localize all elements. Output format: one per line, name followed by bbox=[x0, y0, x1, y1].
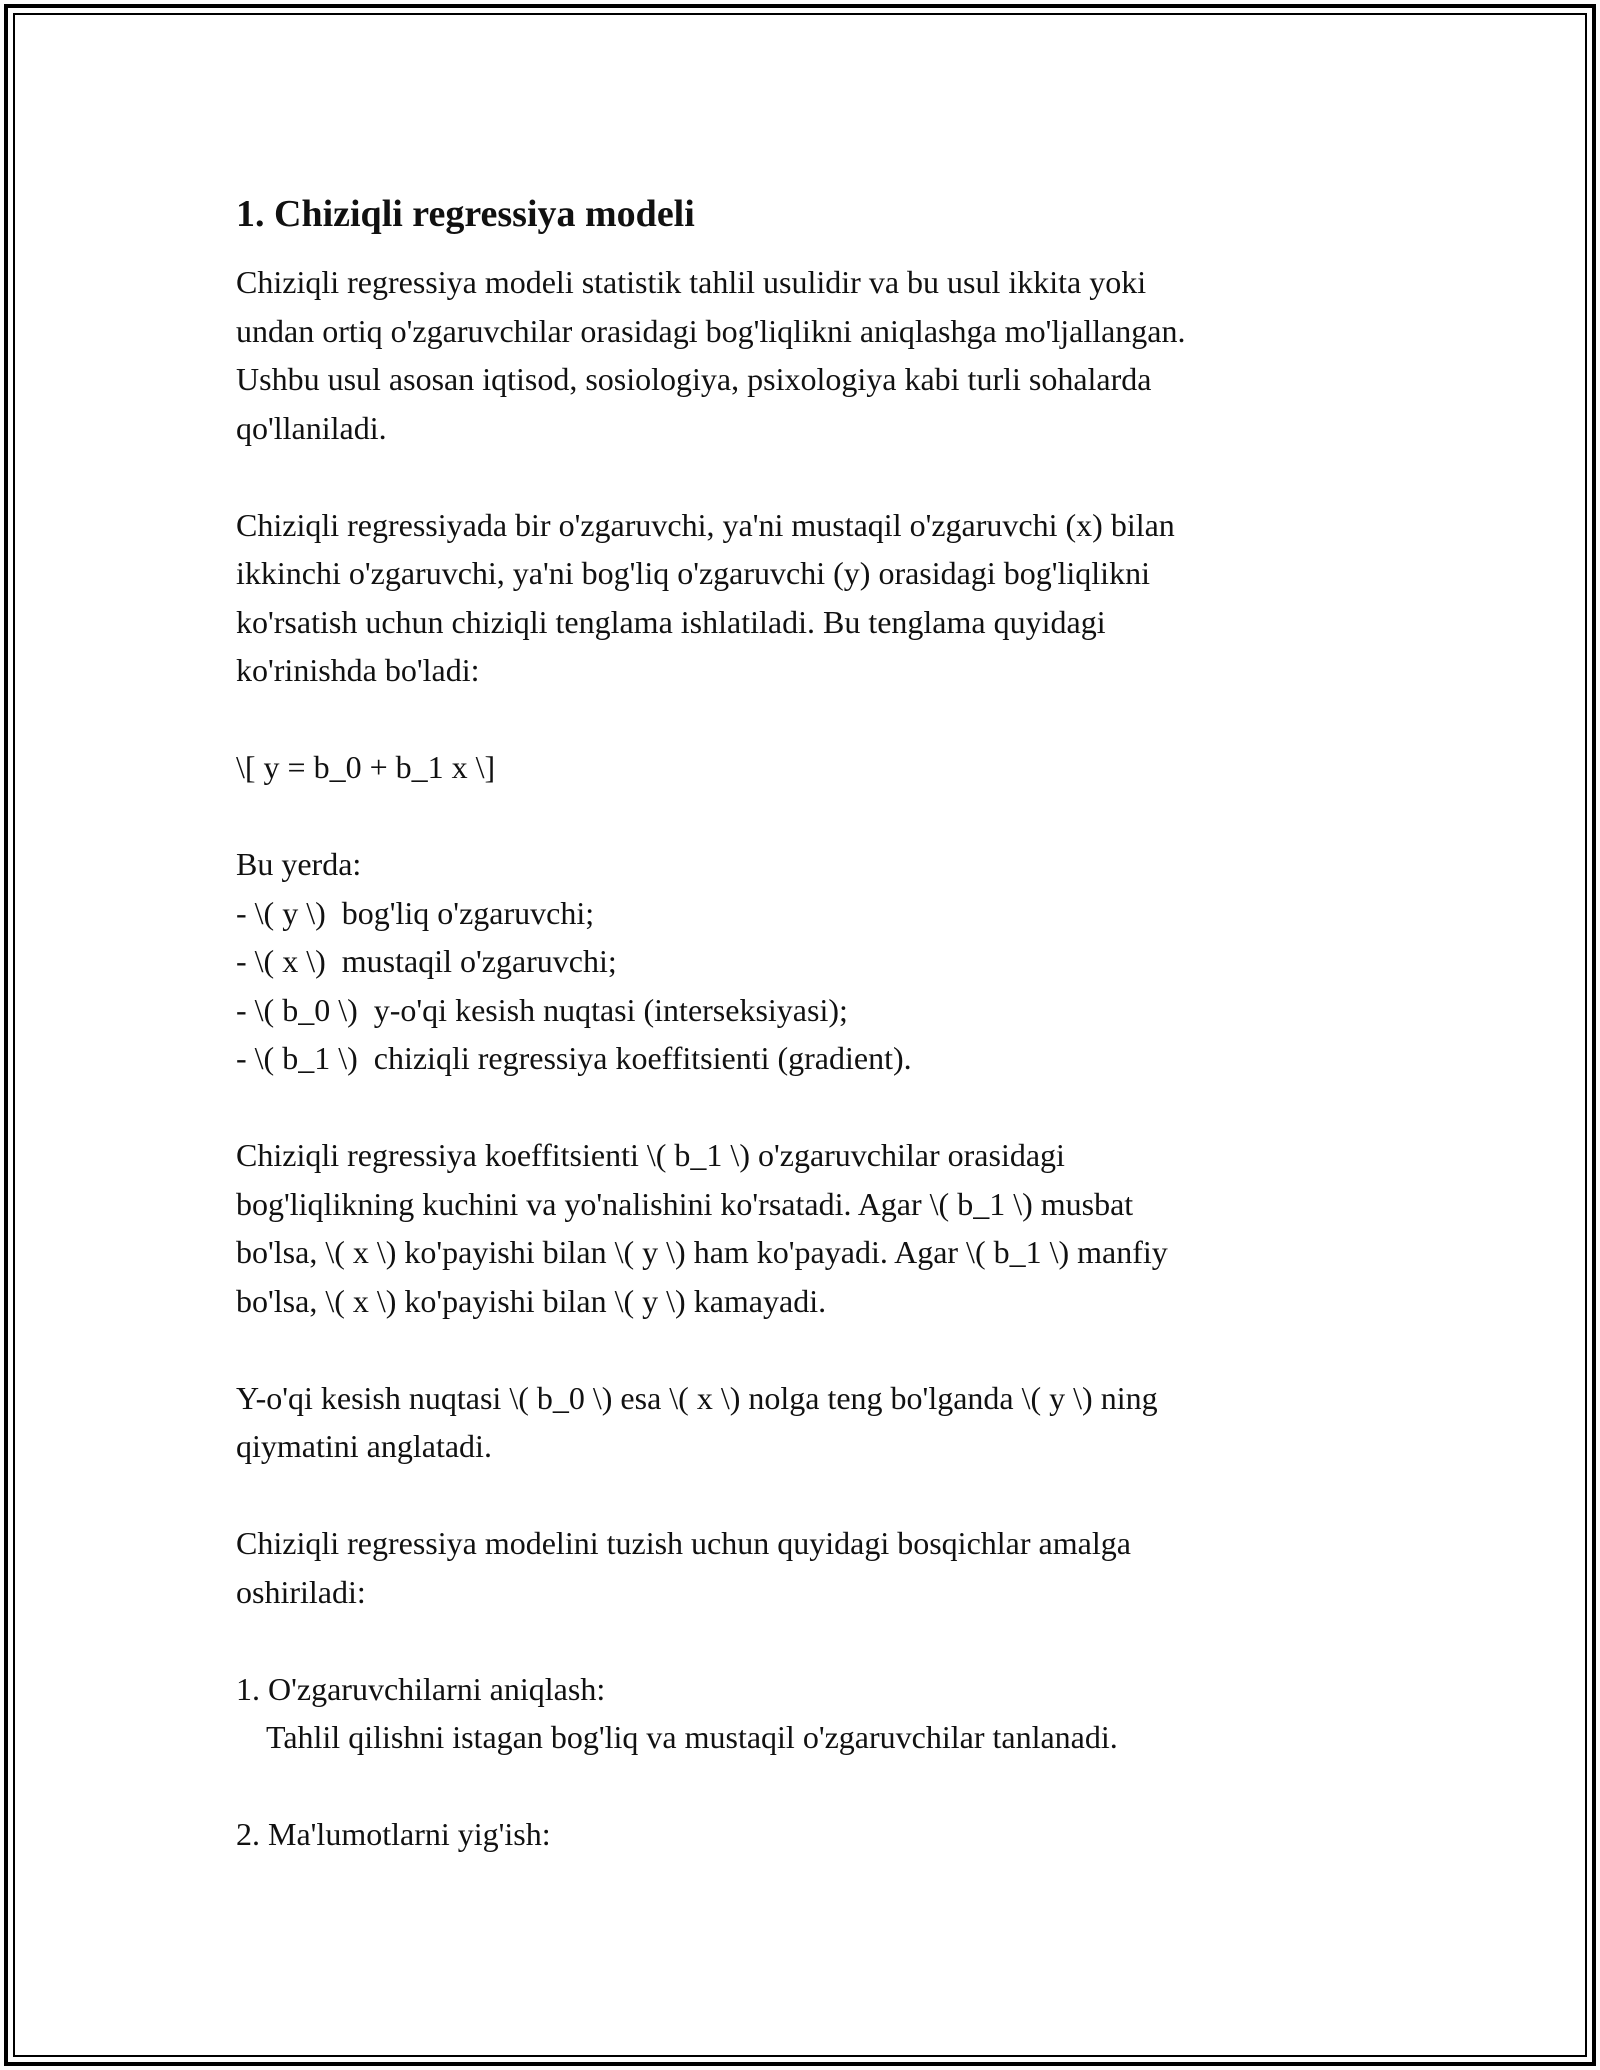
variable-definitions bbox=[236, 840, 1386, 1083]
step-2 bbox=[236, 1810, 1386, 1859]
paragraph-intro bbox=[236, 258, 1386, 452]
text-line: Chiziqli regressiya modelini tuzish uchun quyidagi bosqichlar amalga bbox=[236, 1525, 1131, 1561]
text-line: oshiriladi: bbox=[236, 1573, 366, 1610]
text-line: qo'llaniladi. bbox=[236, 409, 387, 446]
text-line: Ushbu usul asosan iqtisod, sosiologiya, psixologiya kabi turli sohalarda bbox=[236, 361, 1152, 397]
section-heading: 1. Chiziqli regressiya modeli bbox=[236, 193, 695, 235]
text-line: bo'lsa, \( x \) ko'payishi bilan \( y \) kamayadi. bbox=[236, 1282, 827, 1319]
list-item: - \( y \) bog'liq o'zgaruvchi; bbox=[236, 894, 595, 931]
step-title: 2. Ma'lumotlarni yig'ish: bbox=[236, 1816, 551, 1852]
document-body bbox=[236, 190, 1386, 1907]
text-line: Chiziqli regressiyada bir o'zgaruvchi, ya'ni mustaqil o'zgaruvchi (x) bilan bbox=[236, 506, 1175, 543]
text-line: bo'lsa, \( x \) ko'payishi bilan \( y \) ham ko'payadi. Agar \( b_1 \) manfiy bbox=[236, 1234, 1168, 1270]
text-line: undan ortiq o'zgaruvchilar orasidagi bog'liqlikni aniqlashga mo'ljallangan. bbox=[236, 312, 1186, 349]
text-line: ko'rinishda bo'ladi: bbox=[236, 652, 480, 688]
paragraph-equation-intro bbox=[236, 501, 1386, 695]
paragraph-intercept bbox=[236, 1374, 1386, 1471]
step-title: 1. O'zgaruvchilarni aniqlash: bbox=[236, 1670, 606, 1707]
list-item: - \( b_0 \) y-o'qi kesish nuqtasi (interseksiyasi); bbox=[236, 991, 848, 1028]
text-line: Y-o'qi kesish nuqtasi \( b_0 \) esa \( x \) nolga teng bo'lganda \( y \) ning bbox=[236, 1379, 1158, 1416]
text-line: qiymatini anglatadi. bbox=[236, 1428, 492, 1464]
text-line: bog'liqlikning kuchini va yo'nalishini ko'rsatadi. Agar \( b_1 \) musbat bbox=[236, 1185, 1134, 1222]
list-item: - \( b_1 \) chiziqli regressiya koeffitsienti (gradient). bbox=[236, 1040, 912, 1076]
equation bbox=[236, 743, 1386, 792]
text-line: Chiziqli regressiya koeffitsienti \( b_1 \) o'zgaruvchilar orasidagi bbox=[236, 1137, 1065, 1173]
paragraph-steps-intro bbox=[236, 1519, 1386, 1616]
equation-line: \[ y = b_0 + b_1 x \] bbox=[236, 749, 496, 785]
text-line: ikkinchi o'zgaruvchi, ya'ni bog'liq o'zgaruvchi (y) orasidagi bog'liqlikni bbox=[236, 555, 1150, 591]
step-1 bbox=[236, 1665, 1386, 1762]
text-line: Bu yerda: bbox=[236, 846, 362, 882]
paragraph-coefficient bbox=[236, 1131, 1386, 1325]
list-item: - \( x \) mustaqil o'zgaruvchi; bbox=[236, 943, 617, 979]
step-description: Tahlil qilishni istagan bog'liq va mustaqil o'zgaruvchilar tanlanadi. bbox=[266, 1719, 1118, 1755]
text-line: ko'rsatish uchun chiziqli tenglama ishlatiladi. Bu tenglama quyidagi bbox=[236, 603, 1106, 640]
text-line: Chiziqli regressiya modeli statistik tahlil usulidir va bu usul ikkita yoki bbox=[236, 264, 1147, 300]
